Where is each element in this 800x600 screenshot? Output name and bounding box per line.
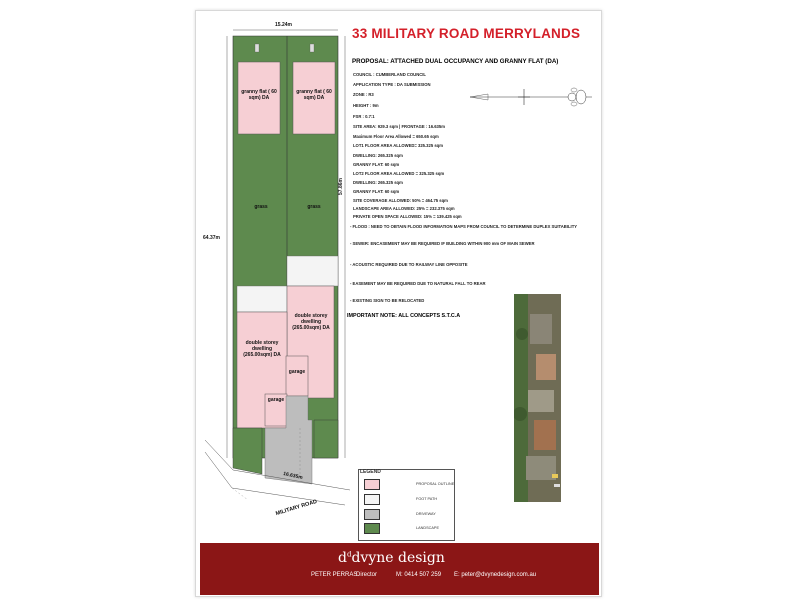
info-line: DWELLING: 265.325 sqm (353, 180, 403, 185)
footer-name: PETER PERRAS (311, 572, 358, 578)
info-line: SITE AREA: 929.3 sqm | FRONTAGE : 16.635m (353, 124, 445, 129)
info-line: GRANNY FLAT: 60 sqm (353, 189, 400, 194)
info-line: COUNCIL : CUMBERLAND COUNCIL (353, 72, 426, 77)
note-flood: - FLOOD : NEED TO OBTAIN FLOOD INFORMATION MAPS FROM COUNCIL TO DETERMINE DUPLEX SUITABILITY (350, 224, 578, 229)
company-logo: $d^ddvyne$ design (338, 550, 445, 566)
note-sewer: - SEWER: ENCASEMENT MAY BE REQUIRED IF BUILDING WITHIN 900 mm OF MAIN SEWER (350, 241, 535, 246)
info-line: FSR : 0.7:1 (353, 114, 375, 119)
legend-title: LEGEND (360, 469, 381, 475)
aerial-photo (514, 294, 561, 502)
legend-label: DRIVEWAY (416, 512, 436, 516)
garage-right (286, 356, 308, 396)
legend-swatch (364, 494, 380, 505)
info-line: APPLICATION TYPE : DA SUBMISSION (353, 82, 431, 87)
info-line: HEIGHT : 9m (353, 103, 379, 108)
info-line: Maximum Floor Area Allowed = 650.65 sqm (353, 134, 439, 139)
info-line: GRANNY FLAT: 60 sqm (353, 162, 400, 167)
garage-right-label: garage (288, 369, 306, 375)
info-line: SITE COVERAGE ALLOWED: 50% = 464.75 sqm (353, 198, 448, 203)
road-name: MILITARY ROAD (275, 498, 318, 518)
legend-label: LANDSCAPE (416, 526, 440, 530)
legend-swatch (364, 523, 380, 534)
grass-left-label: grass (254, 204, 268, 210)
info-line: ZONE : R3 (353, 92, 374, 97)
granny-flat-right-label: granny flat ( 60 sqm) DA (296, 89, 332, 101)
logo-text: dvyne design (351, 550, 445, 566)
grass-right-label: grass (307, 204, 321, 210)
legend-swatch (364, 509, 380, 520)
north-arrow-icon (468, 86, 594, 108)
legend-swatch (364, 479, 380, 490)
info-line: LOT2 FLOOR AREA ALLOWED = 325.325 sqm (353, 171, 445, 176)
footer-role: Director (356, 572, 378, 578)
proposal-heading: PROPOSAL: ATTACHED DUAL OCCUPANCY AND GRANNY FLAT (DA) (352, 58, 559, 65)
page-title: 33 MILITARY ROAD MERRYLANDS (352, 26, 581, 41)
granny-flat-left-label: granny flat ( 60 sqm) DA (241, 89, 277, 101)
left-depth-dim: 64.37m (203, 235, 220, 241)
dwelling-left-label: double storey dwelling (265.00sqm) DA (243, 340, 281, 358)
garage-left-label: garage (267, 397, 285, 403)
top-width-dim: 15.24m (275, 22, 292, 28)
important-note: IMPORTANT NOTE: ALL CONCEPTS S.T.C.A (347, 313, 461, 319)
dwelling-right-label: double storey dwelling (265.00sqm) DA (292, 313, 330, 331)
info-line: PRIVATE OPEN SPACE ALLOWED: 15% = 139.425 sqm (353, 214, 462, 219)
info-line: LOT1 FLOOR AREA ALLOWED= 325.325 sqm (353, 143, 443, 148)
footer-mobile: M: 0414 507 259 (396, 572, 442, 578)
legend-label: PROPOSAL OUTLINE (416, 482, 455, 486)
info-line: LANDSCAPE AREA ALLOWED: 25% = 232.375 sqm (353, 206, 455, 211)
note-acoustic: - ACOUSTIC REQUIRED DUE TO RAILWAY LINE OPPOSITE (350, 262, 468, 267)
footer-email: E: peter@dvynedesign.com.au (454, 572, 537, 578)
legend-label: FOOT PATH (416, 497, 438, 501)
right-depth-dim: 57.86m (338, 178, 344, 195)
info-line: DWELLING: 265.325 sqm (353, 153, 403, 158)
note-sign: - EXISTING SIGN TO BE RELOCATED (350, 298, 425, 303)
frontage-dim: 16.635m (282, 471, 304, 481)
note-easement: - EASEMENT MAY BE REQUIRED DUE TO NATURAL FALL TO REAR (350, 281, 486, 286)
